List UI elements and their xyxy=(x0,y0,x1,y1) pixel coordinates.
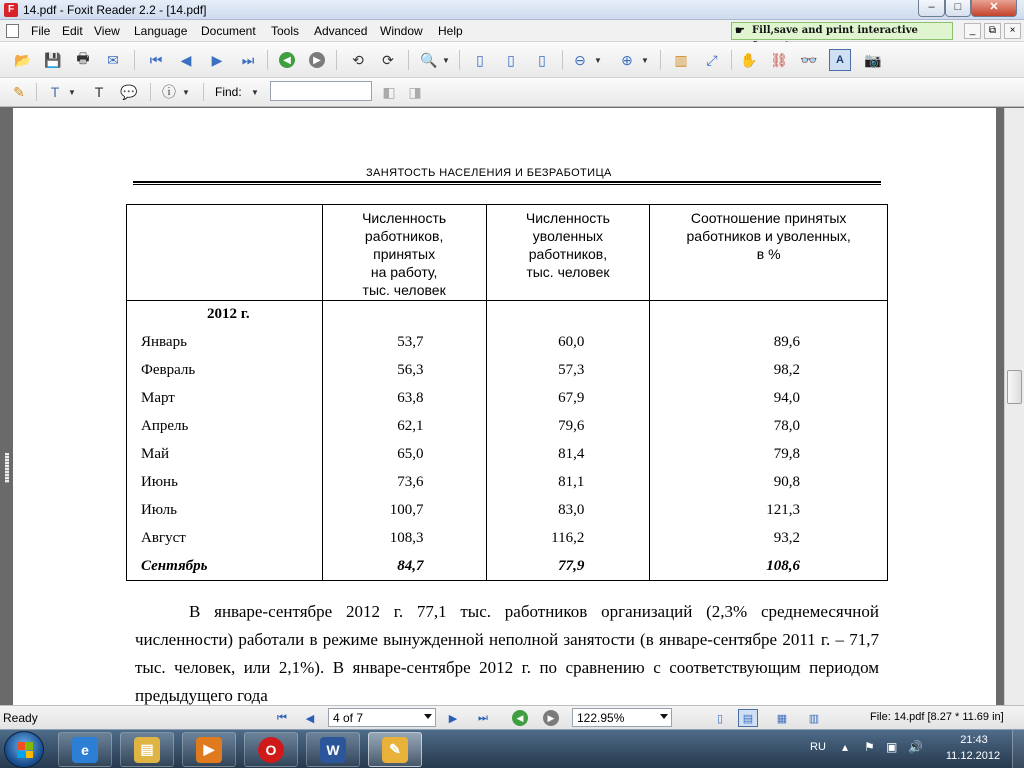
zoom-in-icon[interactable]: 🔍 xyxy=(420,51,438,68)
table-row xyxy=(127,525,888,553)
rotate-left-icon[interactable]: ⟲ xyxy=(352,51,364,68)
title-bar xyxy=(0,0,1024,20)
open-folder-icon[interactable]: 📂 xyxy=(14,51,32,68)
table-row xyxy=(127,385,888,413)
zoom-out-dropdown-icon[interactable]: ▼ xyxy=(594,55,602,65)
status-back-icon[interactable]: ◀ xyxy=(512,710,528,726)
table-header-row xyxy=(127,205,888,301)
status-bar xyxy=(0,705,1024,729)
doc-restore-button[interactable]: ⧉ xyxy=(984,23,1001,39)
select-text-icon[interactable]: A xyxy=(829,49,851,71)
media-player-icon: ▶ xyxy=(196,737,222,763)
table-row xyxy=(127,441,888,469)
continuous-view-icon[interactable]: ▤ xyxy=(738,709,758,727)
table-header-ratio: Соотношение принятых работников и уволенных, в % xyxy=(650,205,888,301)
month-cell: Апрель xyxy=(127,413,323,441)
taskbar-app-media-player[interactable] xyxy=(182,732,236,767)
ratio-cell: 94,0 xyxy=(650,385,888,413)
document-view[interactable] xyxy=(0,108,1004,705)
go-back-icon[interactable]: ◀ xyxy=(276,49,298,71)
hand-tool-icon[interactable]: ✋ xyxy=(740,51,758,68)
typewriter-icon[interactable]: T xyxy=(50,84,60,100)
chevron-down-icon[interactable] xyxy=(660,714,668,719)
hired-cell: 73,6 xyxy=(322,469,486,497)
page-number-field[interactable] xyxy=(328,708,436,727)
minimize-button[interactable]: – xyxy=(918,0,945,17)
single-page-view-icon[interactable]: ▯ xyxy=(716,712,724,725)
taskbar-app-word[interactable] xyxy=(306,732,360,767)
rotate-right-icon[interactable]: ⟳ xyxy=(382,51,394,68)
zoom-in-dropdown-icon[interactable]: ▼ xyxy=(641,55,649,65)
menu-language[interactable]: Language xyxy=(134,24,188,38)
menu-advanced[interactable]: Advanced xyxy=(314,24,368,38)
table-header-hired: Численность работников, принятых на работу, тыс. человек xyxy=(322,205,486,301)
last-page-icon[interactable]: ⏭ xyxy=(241,51,255,68)
zoom-field[interactable] xyxy=(572,708,672,727)
fired-cell: 67,9 xyxy=(486,385,650,413)
continuous-facing-view-icon[interactable]: ▥ xyxy=(808,712,820,725)
month-cell: Июль xyxy=(127,497,323,525)
year-label: 2012 г. xyxy=(127,301,323,329)
zoom-dropdown-icon[interactable]: ▼ xyxy=(442,55,450,65)
actual-size-icon[interactable]: ▯ xyxy=(476,51,484,68)
table-row xyxy=(127,497,888,525)
table-row xyxy=(127,553,888,581)
print-icon[interactable]: 🖶 xyxy=(76,50,90,66)
table-row xyxy=(127,357,888,385)
ratio-cell: 79,8 xyxy=(650,441,888,469)
email-icon[interactable]: ✉ xyxy=(107,51,119,68)
close-button[interactable]: ✕ xyxy=(971,0,1017,17)
toolbar-separator xyxy=(731,50,732,70)
vertical-scrollbar[interactable] xyxy=(1004,108,1024,705)
table-row-year xyxy=(127,301,888,329)
fit-page-icon[interactable]: ▯ xyxy=(507,51,515,68)
find-options-dropdown-icon[interactable]: ▼ xyxy=(251,87,259,97)
status-text: Ready xyxy=(3,711,38,725)
table-row xyxy=(127,413,888,441)
windows-logo-icon xyxy=(17,742,33,758)
typewriter-dropdown-icon[interactable]: ▼ xyxy=(68,87,76,97)
fired-cell: 79,6 xyxy=(486,413,650,441)
find-input[interactable] xyxy=(270,81,372,101)
hired-cell: 84,7 xyxy=(322,553,486,581)
toolbar-separator xyxy=(408,50,409,70)
ratio-cell: 98,2 xyxy=(650,357,888,385)
doc-minimize-button[interactable]: _ xyxy=(964,23,981,39)
toolbar-separator xyxy=(336,50,337,70)
fired-cell: 77,9 xyxy=(486,553,650,581)
facing-view-icon[interactable]: ▦ xyxy=(776,712,788,725)
menu-document[interactable]: Document xyxy=(201,24,256,38)
link-tool-icon[interactable]: ⛓ xyxy=(770,51,788,68)
document-menu-icon[interactable] xyxy=(6,24,19,38)
maximize-button[interactable]: □ xyxy=(945,0,971,17)
clock-time[interactable]: 21:43 xyxy=(960,734,988,746)
show-hidden-icons-icon[interactable]: ▴ xyxy=(842,740,849,754)
prev-page-icon[interactable]: ◀ xyxy=(180,51,192,68)
toolbar-separator xyxy=(150,83,151,101)
text-format-icon[interactable]: T xyxy=(94,84,104,100)
ratio-cell: 93,2 xyxy=(650,525,888,553)
hand-pointer-icon: ☛ xyxy=(735,24,745,37)
ratio-cell: 121,3 xyxy=(650,497,888,525)
fired-cell: 83,0 xyxy=(486,497,650,525)
doc-close-button[interactable]: × xyxy=(1004,23,1021,39)
zoom-out-icon[interactable]: ⊖ xyxy=(574,51,586,68)
info-dropdown-icon[interactable]: ▼ xyxy=(182,87,190,97)
toolbar-separator xyxy=(660,50,661,70)
toolbar-separator xyxy=(459,50,460,70)
hired-cell: 56,3 xyxy=(322,357,486,385)
foxit-app-icon[interactable]: F xyxy=(4,3,18,17)
ratio-cell: 89,6 xyxy=(650,329,888,357)
table-header-empty xyxy=(127,205,323,301)
hired-cell: 62,1 xyxy=(322,413,486,441)
status-forward-icon[interactable]: ▶ xyxy=(543,710,559,726)
ratio-cell: 108,6 xyxy=(650,553,888,581)
find-label: Find: xyxy=(215,85,242,99)
zoom-in-plus-icon[interactable]: ⊕ xyxy=(621,51,633,68)
fullscreen-icon[interactable]: ⤢ xyxy=(706,51,718,68)
show-desktop-button[interactable] xyxy=(1012,730,1024,768)
toolbar-separator xyxy=(562,50,563,70)
clock-date[interactable]: 11.12.2012 xyxy=(945,750,1001,762)
first-page-icon[interactable]: ⏮ xyxy=(149,51,163,68)
body-paragraph: В январе-сентябре 2012 г. 77,1 тыс. работников организаций (2,3% среднемесячной численности) работали в режиме вынужденной неполной занятости (в январе-сентябре 2011 г. – 71,7 тыс. человек, или 2,1%). В январе-сентябре 2012 г. по сравнению с соответствующим периодом предыдущего года xyxy=(135,602,879,705)
hired-cell: 53,7 xyxy=(322,329,486,357)
toolbar-separator xyxy=(267,50,268,70)
toolbar-separator xyxy=(203,83,204,101)
table-row xyxy=(127,469,888,497)
find-binoculars-icon[interactable]: 👓 xyxy=(800,51,818,68)
status-prev-page-icon[interactable]: ◀ xyxy=(305,712,315,725)
taskbar-app-foxit-reader[interactable] xyxy=(368,732,422,767)
fired-cell: 116,2 xyxy=(486,525,650,553)
menu-file[interactable]: File xyxy=(31,24,51,38)
fired-cell: 57,3 xyxy=(486,357,650,385)
ratio-cell: 78,0 xyxy=(650,413,888,441)
folder-icon: ▤ xyxy=(134,737,160,763)
table-header-fired: Численность уволенных работников, тыс. человек xyxy=(486,205,650,301)
table-row xyxy=(127,329,888,357)
page-number-value: 4 of 7 xyxy=(333,711,364,725)
fired-cell: 60,0 xyxy=(486,329,650,357)
scrollbar-thumb[interactable] xyxy=(1007,370,1022,404)
opera-icon: O xyxy=(258,737,284,763)
start-button[interactable] xyxy=(4,731,44,768)
menu-edit[interactable]: Edit xyxy=(62,24,83,38)
taskbar-app-internet-explorer[interactable] xyxy=(58,732,112,767)
hired-cell: 65,0 xyxy=(322,441,486,469)
foxit-reader-icon: ✎ xyxy=(382,737,408,763)
month-cell: Июнь xyxy=(127,469,323,497)
network-icon[interactable]: ▣ xyxy=(886,740,898,754)
fill-forms-text: Fill,save and print interactive xyxy=(752,25,918,36)
hired-cell: 108,3 xyxy=(322,525,486,553)
menu-view[interactable]: View xyxy=(94,24,120,38)
pdf-page[interactable] xyxy=(13,108,996,705)
find-next-icon[interactable]: ◨ xyxy=(408,83,422,100)
month-cell: Май xyxy=(127,441,323,469)
panel-resize-handle[interactable] xyxy=(5,453,9,483)
status-first-page-icon[interactable]: ⏮ xyxy=(277,711,287,724)
month-cell: Сентябрь xyxy=(127,553,323,581)
status-next-page-icon[interactable]: ▶ xyxy=(448,712,458,725)
volume-icon[interactable]: 🔊 xyxy=(908,740,923,754)
toolbar-separator xyxy=(36,83,37,101)
taskbar-app-opera[interactable] xyxy=(244,732,298,767)
fired-cell: 81,4 xyxy=(486,441,650,469)
info-icon[interactable]: ⓘ xyxy=(162,84,176,100)
toolbar-separator xyxy=(134,50,135,70)
fired-cell: 81,1 xyxy=(486,469,650,497)
fill-forms-banner[interactable] xyxy=(731,22,953,40)
comment-icon[interactable]: 💬 xyxy=(120,83,138,100)
chevron-down-icon[interactable] xyxy=(424,714,432,719)
status-last-page-icon[interactable]: ⏭ xyxy=(478,711,488,724)
taskbar xyxy=(0,729,1024,768)
file-info: File: 14.pdf [8.27 * 11.69 in] xyxy=(870,711,1004,723)
running-header: ЗАНЯТОСТЬ НАСЕЛЕНИЯ И БЕЗРАБОТИЦА xyxy=(366,167,612,179)
zoom-value: 122.95% xyxy=(577,711,625,725)
month-cell: Февраль xyxy=(127,357,323,385)
find-previous-icon[interactable]: ◧ xyxy=(382,83,396,100)
menu-window[interactable]: Window xyxy=(380,24,423,38)
ratio-cell: 90,8 xyxy=(650,469,888,497)
hired-cell: 100,7 xyxy=(322,497,486,525)
month-cell: Март xyxy=(127,385,323,413)
snapshot-camera-icon[interactable]: 📷 xyxy=(864,51,882,68)
bookmarks-icon[interactable]: ▥ xyxy=(674,51,688,68)
header-rule xyxy=(133,181,881,185)
main-toolbar xyxy=(0,42,1024,78)
employment-table xyxy=(126,204,888,581)
go-forward-icon[interactable]: ▶ xyxy=(306,49,328,71)
language-indicator[interactable]: RU xyxy=(810,741,826,753)
internet-explorer-icon: e xyxy=(72,737,98,763)
hired-cell: 63,8 xyxy=(322,385,486,413)
save-icon[interactable]: 💾 xyxy=(44,51,62,68)
menu-tools[interactable]: Tools xyxy=(271,24,300,38)
next-page-icon[interactable]: ▶ xyxy=(211,51,223,68)
action-center-flag-icon[interactable]: ⚑ xyxy=(864,740,875,754)
menu-help[interactable]: Help xyxy=(438,24,463,38)
taskbar-app-windows-explorer[interactable] xyxy=(120,732,174,767)
word-icon: W xyxy=(320,737,346,763)
menu-bar xyxy=(0,20,1024,42)
fit-width-icon[interactable]: ▯ xyxy=(538,51,546,68)
month-cell: Август xyxy=(127,525,323,553)
month-cell: Январь xyxy=(127,329,323,357)
window-title: 14.pdf - Foxit Reader 2.2 - [14.pdf] xyxy=(23,3,207,17)
note-edit-icon[interactable]: ✎ xyxy=(13,83,25,100)
secondary-toolbar xyxy=(0,78,1024,107)
